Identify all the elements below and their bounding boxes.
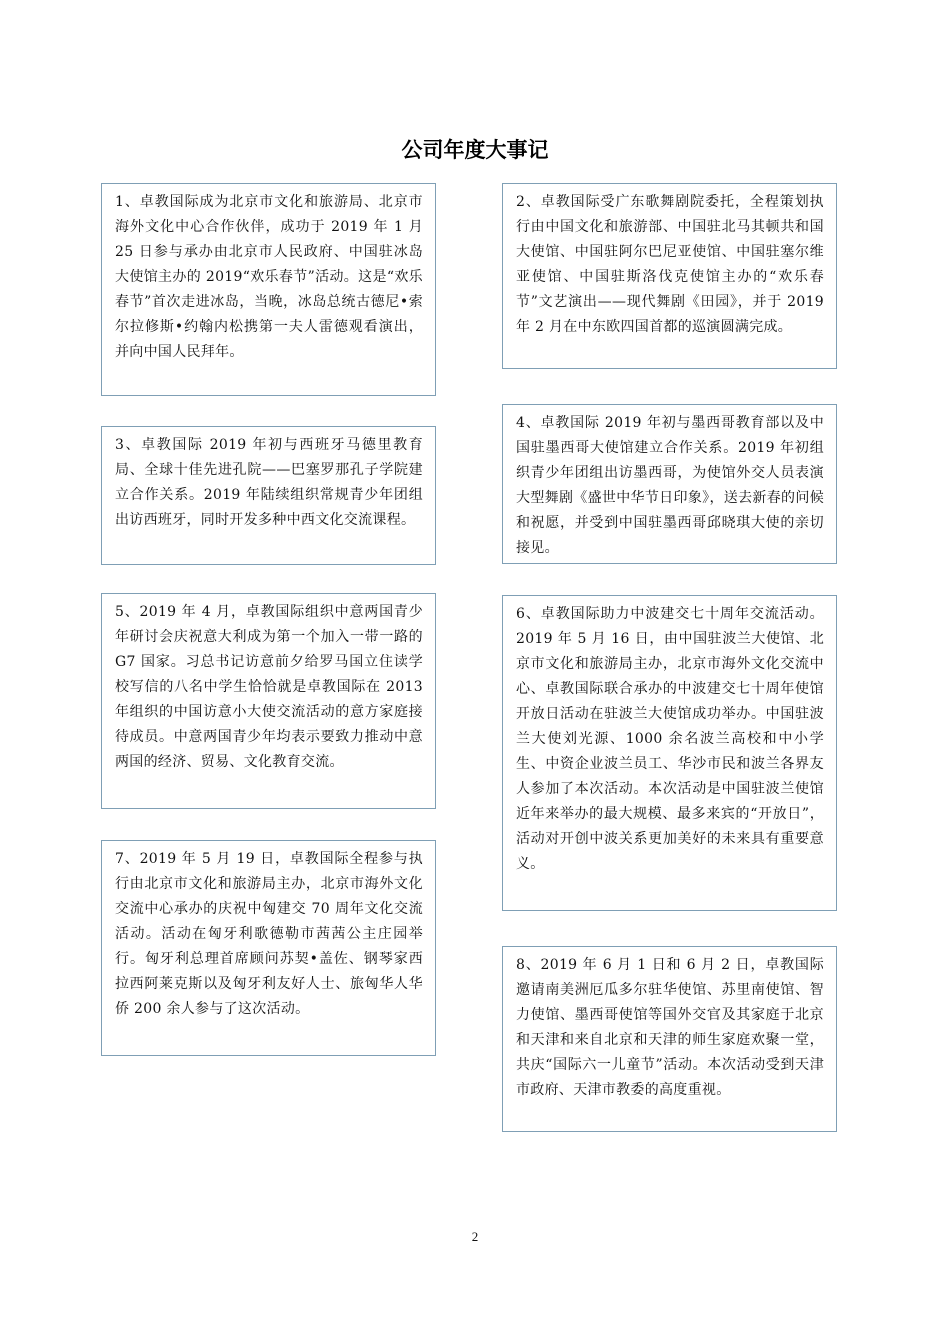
event-box-1 [101, 183, 436, 396]
event-text-1: 1、卓教国际成为北京市文化和旅游局、北京市海外文化中心合作伙伴，成功于 2019 年 1 月 25 日参与承办由北京市人民政府、中国驻冰岛大使馆主办的 2019“欢乐春节”活动。这是“欢乐春节”首次走进冰岛，当晚，冰岛总统古德尼•索尔拉修斯•约翰内松携第一夫人雷德观看演出，并向中国人民拜年。 [115, 194, 423, 360]
event-box-8 [502, 946, 837, 1132]
event-text-2: 2、卓教国际受广东歌舞剧院委托，全程策划执行由中国文化和旅游部、中国驻北马其顿共和国大使馆、中国驻阿尔巴尼亚使馆、中国驻塞尔维亚使馆、中国驻斯洛伐克使馆主办的“欢乐春节”文艺演出——现代舞剧《田园》，并于 2019 年 2 月在中东欧四国首都的巡演圆满完成。 [516, 194, 824, 335]
event-text-4: 4、卓教国际 2019 年初与墨西哥教育部以及中国驻墨西哥大使馆建立合作关系。2019 年初组织青少年团组出访墨西哥，为使馆外交人员表演大型舞剧《盛世中华节日印象》，送去新春的问候和祝愿，并受到中国驻墨西哥邱晓琪大使的亲切接见。 [516, 415, 824, 556]
event-box-5 [101, 593, 436, 809]
event-text-8: 8、2019 年 6 月 1 日和 6 月 2 日，卓教国际邀请南美洲厄瓜多尔驻华使馆、苏里南使馆、智力使馆、墨西哥使馆等国外交官及其家庭于北京和天津和来自北京和天津的师生家庭欢聚一堂，共庆“国际六一儿童节”活动。本次活动受到天津市政府、天津市教委的高度重视。 [516, 957, 824, 1098]
event-box-3 [101, 426, 436, 565]
page-title: 公司年度大事记 [401, 138, 549, 162]
page-number: 2 [471, 1229, 479, 1244]
event-text-6: 6、卓教国际助力中波建交七十周年交流活动。2019 年 5 月 16 日，由中国驻波兰大使馆、北京市文化和旅游局主办，北京市海外文化交流中心、卓教国际联合承办的中波建交七十周年使馆开放日活动在驻波兰大使馆成功举办。中国驻波兰大使刘光源、1000 余名波兰高校和中小学生、中资企业波兰员工、华沙市民和波兰各界友人参加了本次活动。本次活动是中国驻波兰使馆近年来举办的最大规模、最多来宾的“开放日”，活动对开创中波关系更加美好的未来具有重要意义。 [516, 606, 824, 872]
event-text-5: 5、2019 年 4 月，卓教国际组织中意两国青少年研讨会庆祝意大利成为第一个加入一带一路的 G7 国家。习总书记访意前夕给罗马国立住读学校写信的八名中学生恰恰就是卓教国际在 2013 年组织的中国访意小大使交流活动的意方家庭接待成员。中意两国青少年均表示要致力推动中意两国的经济、贸易、文化教育交流。 [115, 604, 423, 770]
event-box-2 [502, 183, 837, 369]
event-text-7: 7、2019 年 5 月 19 日，卓教国际全程参与执行由北京市文化和旅游局主办，北京市海外文化交流中心承办的庆祝中匈建交 70 周年文化交流活动。活动在匈牙利歌德勒市茜茜公主庄园举行。匈牙利总理首席顾问苏契•盖佐、钢琴家西拉西阿莱克斯以及匈牙利友好人士、旅匈华人华侨 200 余人参与了这次活动。 [115, 851, 423, 1017]
event-box-7 [101, 840, 436, 1056]
event-box-6 [502, 595, 837, 911]
event-box-4 [502, 404, 837, 564]
event-text-3: 3、卓教国际 2019 年初与西班牙马德里教育局、全球十佳先进孔院——巴塞罗那孔子学院建立合作关系。2019 年陆续组织常规青少年团组出访西班牙，同时开发多种中西文化交流课程。 [115, 437, 423, 528]
